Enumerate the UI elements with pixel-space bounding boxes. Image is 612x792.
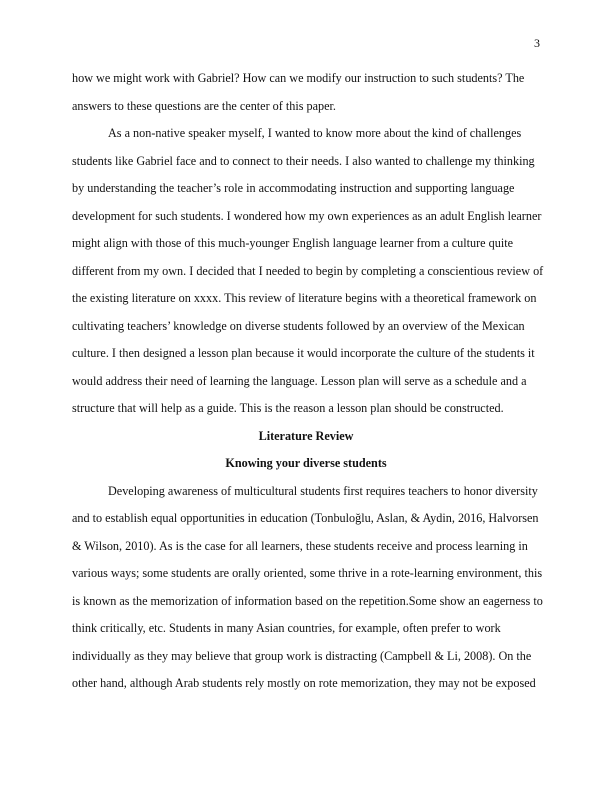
text-line: culture. I then designed a lesson plan because it would incorporate the culture of the students it	[72, 346, 535, 360]
text-line: think critically, etc. Students in many Asian countries, for example, often prefer to work	[72, 621, 501, 635]
text-line: structure that will help as a guide. This is the reason a lesson plan should be constructed.	[72, 401, 504, 415]
text-line: is known as the memorization of information based on the repetition.Some show an eagerness to	[72, 593, 543, 608]
text-line: other hand, although Arab students rely mostly on rote memorization, they may not be exposed	[72, 676, 536, 690]
text-line: different from my own. I decided that I needed to begin by completing a conscientious review of	[72, 263, 544, 278]
text-line: and to establish equal opportunities in education (Tonbuloğlu, Aslan, & Aydin, 2016, Halvorsen	[72, 511, 539, 525]
text-line: individually as they may believe that group work is distracting (Campbell & Li, 2008). On the	[72, 648, 532, 663]
text-line: & Wilson, 2010). As is the case for all learners, these students receive and process learning in	[72, 538, 528, 553]
text-line: would address their need of learning the language. Lesson plan will serve as a schedule and a	[72, 373, 527, 388]
text-line: the existing literature on xxxx. This review of literature begins with a theoretical framework on	[72, 291, 537, 305]
text-line: cultivating teachers’ knowledge on diverse students followed by an overview of the Mexican	[72, 318, 525, 333]
section-heading: Literature Review	[258, 428, 354, 443]
page-number: 3	[534, 36, 540, 50]
document-body	[72, 65, 544, 698]
text-line: might align with those of this much-younger English language learner from a culture quite	[72, 236, 514, 250]
text-line: answers to these questions are the center of this paper.	[72, 98, 336, 113]
section-heading: Knowing your diverse students	[225, 456, 387, 470]
text-line: how we might work with Gabriel? How can we modify our instruction to such students? The	[72, 71, 525, 85]
text-line: various ways; some students are orally oriented, some thrive in a rote-learning environment, this	[72, 566, 543, 580]
text-line: development for such students. I wondered how my own experiences as an adult English learner	[72, 208, 542, 223]
text-line: As a non-native speaker myself, I wanted to know more about the kind of challenges	[108, 126, 522, 140]
text-line: students like Gabriel face and to connect to their needs. I also wanted to challenge my thinking	[72, 153, 535, 168]
text-line: by understanding the teacher’s role in accommodating instruction and supporting language	[72, 181, 515, 195]
text-line: Developing awareness of multicultural students first requires teachers to honor diversity	[108, 483, 538, 498]
